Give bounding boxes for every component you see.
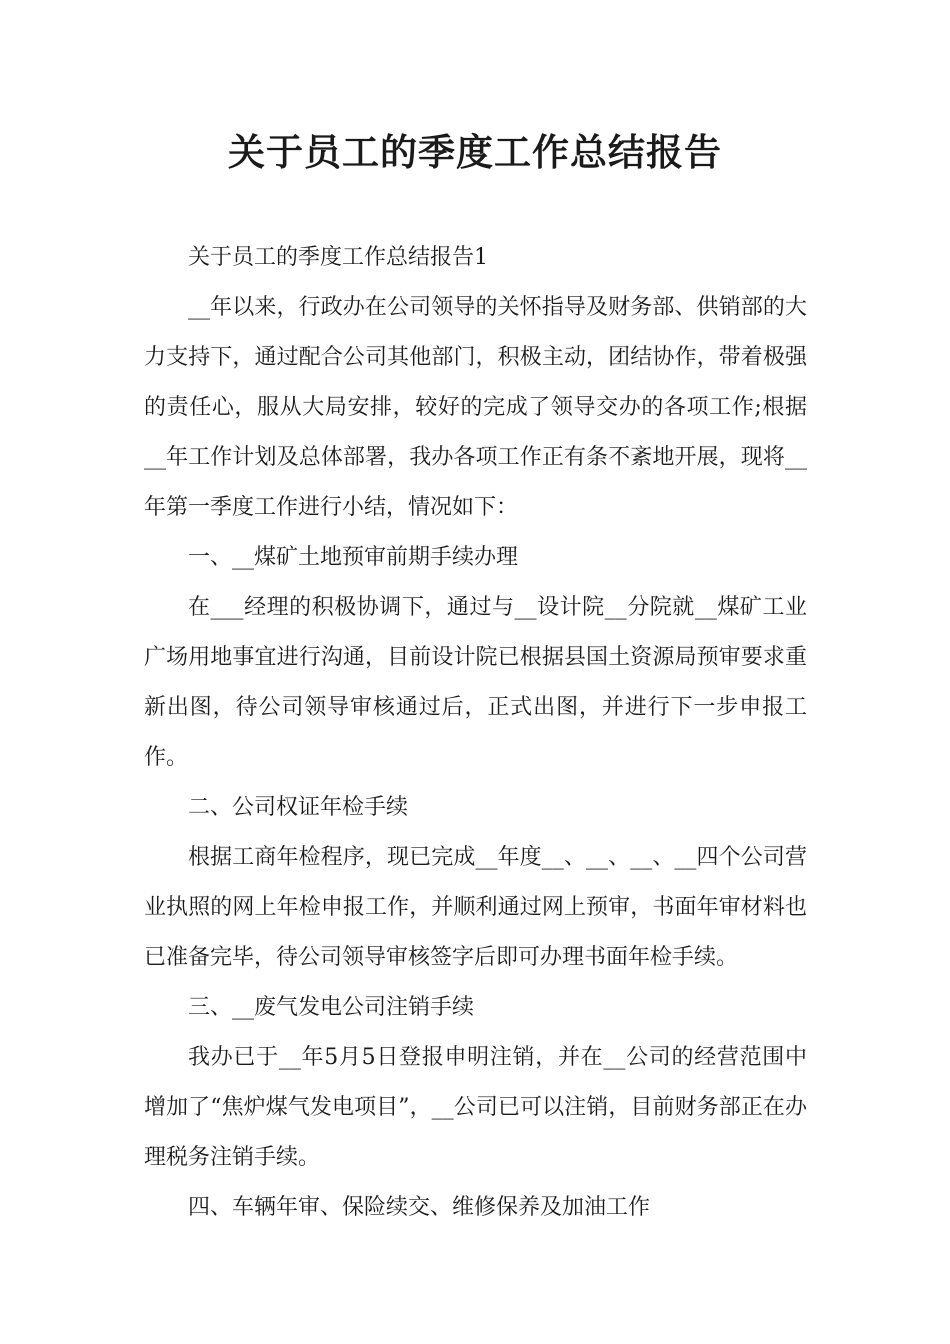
document-body — [144, 233, 807, 1233]
section-heading-2: 二、公司权证年检手续 — [188, 795, 409, 820]
report-subtitle: 关于员工的季度工作总结报告1 — [188, 245, 488, 270]
document-title: 关于员工的季度工作总结报告 — [228, 130, 722, 174]
section-paragraph-1: 在___经理的积极协调下，通过与__设计院__分院就__煤矿工业广场用地事宜进行沟通，目前设计院已根据县国土资源局预审要求重新出图，待公司领导审核通过后，正式出图，并进行下一步申报工作。 — [144, 595, 807, 770]
section-paragraph-2: 根据工商年检程序，现已完成__年度__、__、__、__四个公司营业执照的网上年检申报工作，并顺利通过网上预审，书面年审材料也已准备完毕，待公司领导审核签字后即可办理书面年检手续。 — [144, 845, 807, 970]
section-heading-1: 一、__煤矿土地预审前期手续办理 — [188, 545, 519, 570]
intro-paragraph: __年以来，行政办在公司领导的关怀指导及财务部、供销部的大力支持下，通过配合公司其他部门，积极主动，团结协作，带着极强的责任心，服从大局安排，较好的完成了领导交办的各项工作;根据__年工作计划及总体部署，我办各项工作正有条不紊地开展，现将__年第一季度工作进行小结，情况如下： — [144, 295, 807, 520]
section-heading-3: 三、__废气发电公司注销手续 — [188, 995, 475, 1020]
section-heading-4: 四、车辆年审、保险续交、维修保养及加油工作 — [188, 1195, 651, 1220]
section-paragraph-3: 我办已于__年5月5日登报申明注销，并在__公司的经营范围中增加了“焦炉煤气发电项目”，__公司已可以注销，目前财务部正在办理税务注销手续。 — [144, 1045, 807, 1170]
